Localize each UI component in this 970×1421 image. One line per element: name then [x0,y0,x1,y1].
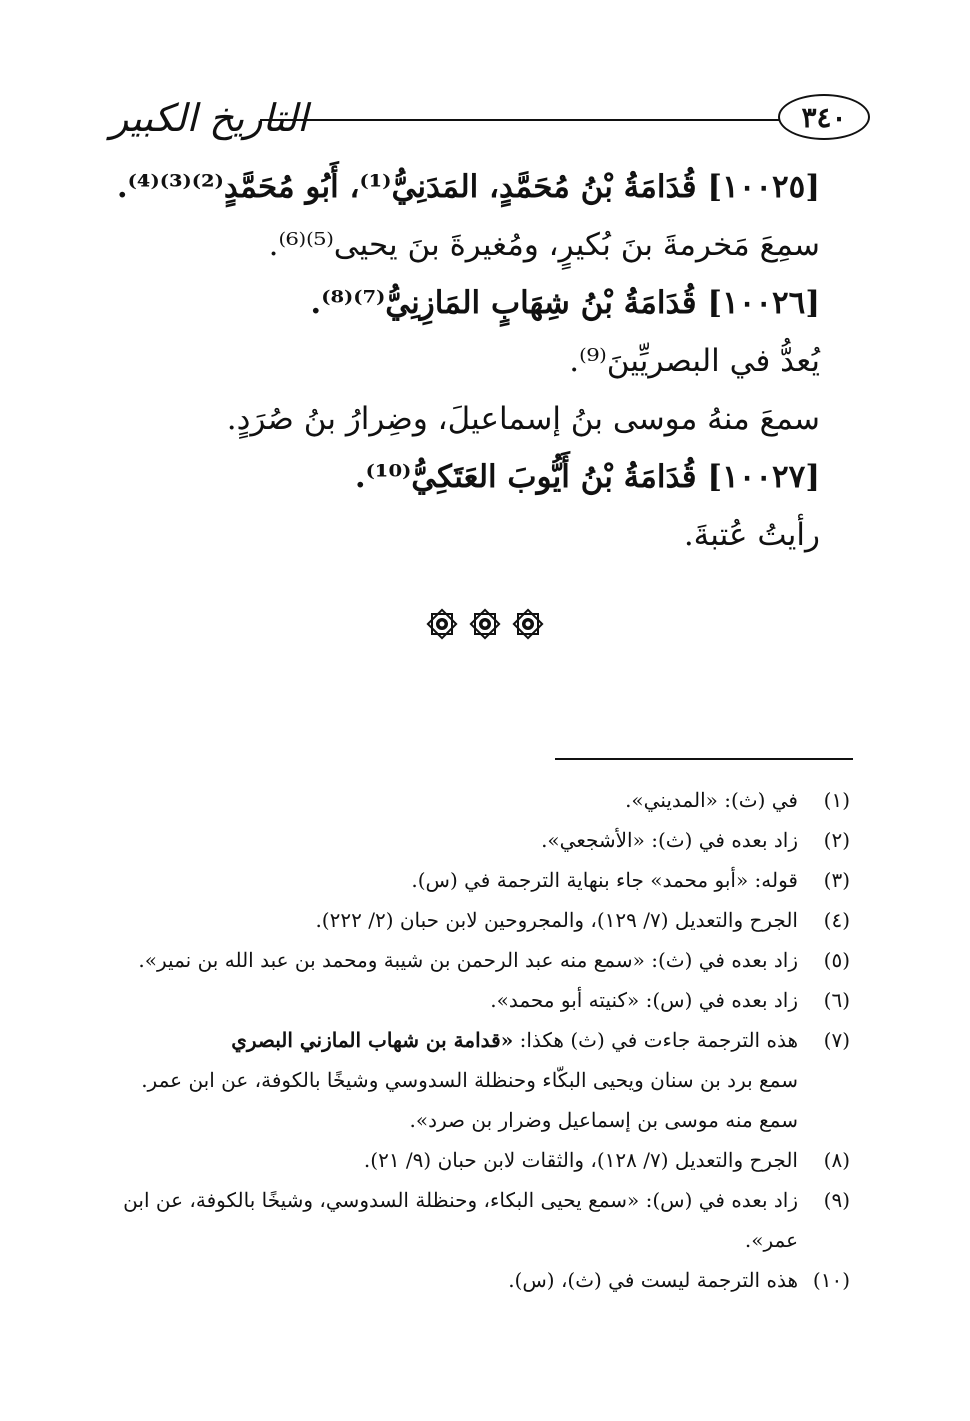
entry-text: سمعَ منهُ موسى بنُ إسماعيلَ، وضِرارُ بنُ صُرَدٍ. [226,401,820,437]
footnote [110,780,850,820]
octagram-ornament-icon [425,607,459,641]
footnote [110,1180,850,1260]
footnote-number: (٧) [823,1028,850,1052]
footnote-number: (٩) [823,1188,850,1212]
footnote-number: (٥) [823,948,850,972]
entry-text: رأيتُ عُتبةَ. [683,517,820,553]
footnote-text: الجرح والتعديل (٧/ ١٢٨)، والثقات لابن حبان (٩/ ٢١). [363,1148,798,1172]
main-text [116,158,820,564]
entry-heading: [١٠٠٢٦] قُدَامَةُ بْنُ شِهَابٍ المَازِنِيُّ⁽⁷⁾⁽⁸⁾. [310,285,820,321]
entry-heading: [١٠٠٢٥] قُدَامَةُ بْنُ مُحَمَّدٍ، المَدَنِيُّ⁽¹⁾، أَبُو مُحَمَّدٍ⁽²⁾⁽³⁾⁽⁴⁾. [116,169,820,205]
section-ornament [425,604,545,644]
footnote [110,1260,850,1300]
footnote-text-intro: هذه الترجمة جاءت في (ث) هكذا: [513,1028,798,1052]
footnote-text-bold: «قدامة بن شهاب المازني البصري [231,1028,514,1052]
entry-text: يُعدُّ في البصريِّينَ⁽⁹⁾. [569,343,820,379]
footnote-text: قوله: «أبو محمد» جاء بنهاية الترجمة في (س). [411,868,798,892]
header-rule [260,119,780,121]
footnote-number: (٢) [823,828,850,852]
footnote-separator [555,758,853,760]
entry-heading: [١٠٠٢٧] قُدَامَةُ بْنُ أَيُّوبَ العَتَكِيُّ⁽¹⁰⁾. [354,459,820,495]
book-title: التاريخ الكبير [110,96,308,140]
footnote-number: (٨) [823,1148,850,1172]
footnote-text: زاد بعده في (ث): «سمع منه عبد الرحمن بن شيبة ومحمد بن عبد الله بن نمير». [138,948,798,972]
page-header [110,92,870,152]
footnote [110,1140,850,1180]
footnote [110,1020,850,1140]
octagram-ornament-icon [468,607,502,641]
footnote-text: زاد بعده في (س): «كنيته أبو محمد». [490,988,798,1012]
footnote-text: زاد بعده في (س): «سمع يحيى البكاء، وحنظلة السدوسي، وشيخًا بالكوفة، عن ابن عمر». [123,1188,798,1252]
footnote-text: الجرح والتعديل (٧/ ١٢٩)، والمجروحين لابن حبان (٢/ ٢٢٢). [315,908,798,932]
entry-text: سمِعَ مَخرمةَ بنَ بُكيرٍ، ومُغيرةَ بنَ يحيى⁽⁵⁾⁽⁶⁾. [268,227,820,263]
footnote [110,940,850,980]
footnote-quote-line: سمع برد بن سنان ويحيى البكّاء وحنظلة السدوسي وشيخًا بالكوفة، عن ابن عمر. [141,1068,798,1092]
footnote-text [110,1020,798,1060]
footnote-quote-line: سمع منه موسى بن إسماعيل وضرار بن صرد». [409,1108,798,1132]
footnote-number: (٦) [823,988,850,1012]
footnote-number: (١) [823,788,850,812]
page-number: ٣٤٠ [801,100,847,134]
footnote-text: في (ث): «المديني». [625,788,798,812]
footnote [110,980,850,1020]
octagram-ornament-icon [511,607,545,641]
footnote-text: هذه الترجمة ليست في (ث)، (س). [508,1268,798,1292]
page-number-badge [778,94,870,140]
footnote [110,820,850,860]
footnote [110,900,850,940]
footnote [110,860,850,900]
footnotes [110,780,850,1300]
footnote-text: زاد بعده في (ث): «الأشجعي». [541,828,798,852]
footnote-number: (٤) [823,908,850,932]
footnote-number: (١٠) [812,1268,850,1292]
footnote-number: (٣) [823,868,850,892]
